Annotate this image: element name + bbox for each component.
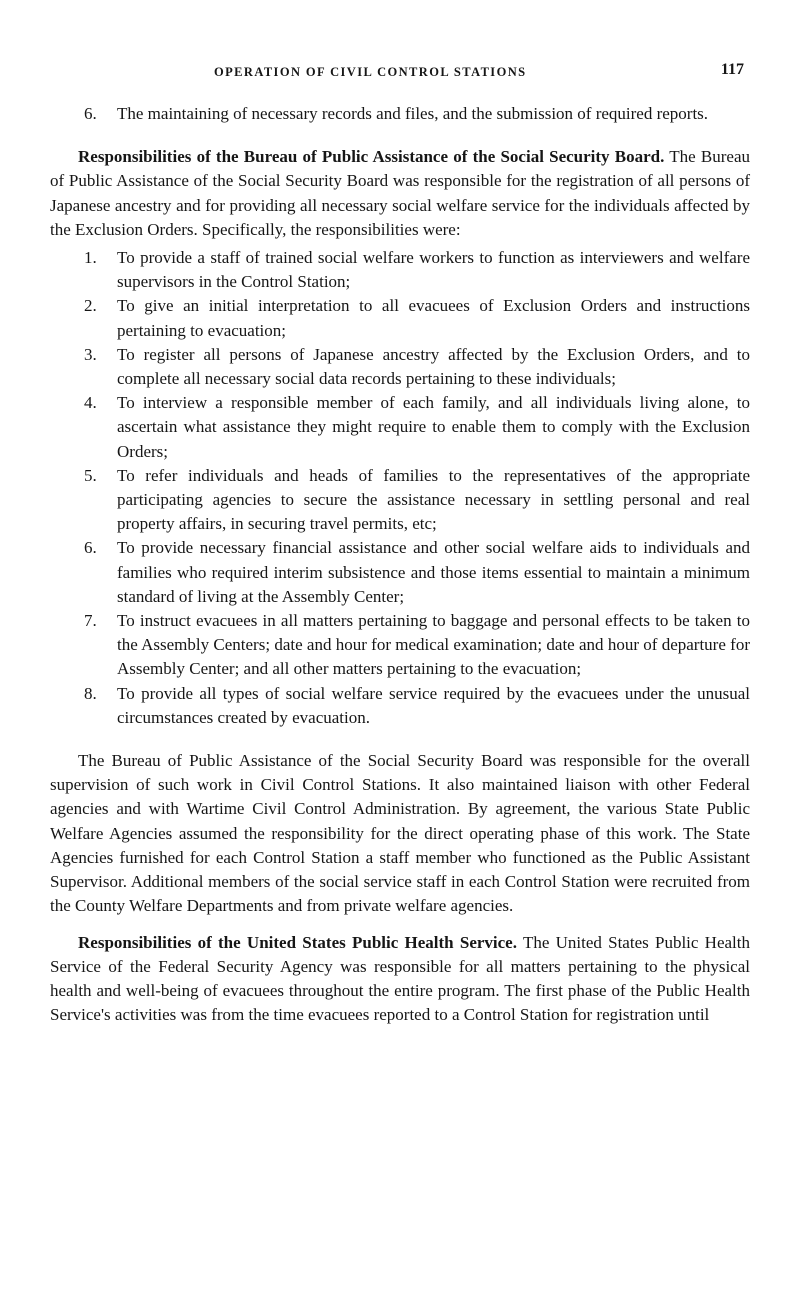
list-item [50, 294, 750, 342]
page-header [50, 58, 750, 84]
list-item-number: 5. [84, 465, 97, 485]
list-item-number: 8. [84, 683, 97, 703]
list-item-text: To refer individuals and heads of families to the representatives of the appropriate participating agencies to secure the assistance necessary in settling personal and real property affairs, in securing travel permits, etc; [117, 465, 750, 534]
list-item [50, 682, 750, 730]
list-item [50, 246, 750, 294]
paragraph-text: The United States Public Health Service of the Federal Security Agency was responsible for all matters pertaining to the physical health and well-being of evacuees throughout the entire program. The first phase of the Public Health Service's activities was from the time evacuees reported to a Control Station for registration until [50, 932, 750, 1025]
list-item [50, 391, 750, 464]
list-item-text: To provide necessary financial assistance and other social welfare aids to individuals and families who required interim subsistence and those items essential to maintain a minimum standard of living at the Assembly Center; [117, 538, 750, 606]
list-item-text: To provide all types of social welfare service required by the evacuees under the unusual circumstances created by evacuation. [117, 683, 750, 727]
section-heading: Responsibilities of the Bureau of Public Assistance of the Social Security Board. [78, 147, 665, 167]
list-item-text: To register all persons of Japanese ancestry affected by the Exclusion Orders, and to complete all necessary social data records pertaining to these individuals; [117, 344, 750, 389]
section-heading: Responsibilities of the United States Public Health Service. [78, 932, 517, 952]
list-item-number: 2. [84, 296, 97, 316]
list-item-number: 1. [84, 248, 97, 268]
list-item [50, 464, 750, 537]
paragraph: The Bureau of Public Assistance of the Social Security Board was responsible for the overall supervision of such work in Civil Control Stations. It also maintained liaison with other Federal agencies and with Wartime Civil Control Administration. By agreement, the various State Public Welfare Agencies assumed the responsibility for the direct operating phase of this work. The State Agencies furnished for each Control Station a staff member who functioned as the Public Assistant Supervisor. Additional members of the social service staff in each Control Station were recruited from the County Welfare Departments and from private welfare agencies. [50, 751, 750, 916]
list-item-text: To instruct evacuees in all matters pertaining to baggage and personal effects to be taken to the Assembly Centers; date and hour for medical examination; date and hour of departure for Assembly Center; and all other matters pertaining to the evacuation; [117, 611, 750, 679]
list-item-number: 6. [84, 104, 97, 123]
section-usphs [50, 931, 750, 1028]
section-bpa-intro [50, 145, 750, 242]
page-number: 117 [720, 61, 744, 78]
book-page [50, 58, 750, 1027]
responsibilities-list [50, 246, 750, 730]
list-item-text: To give an initial interpretation to all evacuees of Exclusion Orders and instructions pertaining to evacuation; [117, 296, 750, 340]
list-item [50, 609, 750, 682]
list-item-number: 3. [84, 344, 97, 364]
list-item-number: 6. [84, 538, 97, 558]
list-item-text: To interview a responsible member of each family, and all individuals living alone, to ascertain what assistance they might require to enable them to comply with the Exclusion Orders; [117, 393, 750, 461]
list-item [50, 343, 750, 391]
list-item-number: 4. [84, 393, 97, 413]
running-title: OPERATION OF CIVIL CONTROL STATIONS [214, 65, 527, 79]
list-item [50, 536, 750, 609]
list-item-number: 7. [84, 611, 97, 631]
list-item-text: To provide a staff of trained social welfare workers to function as interviewers and welfare supervisors in the Control Station; [117, 248, 750, 292]
list-item-text: The maintaining of necessary records and files, and the submission of required reports. [117, 104, 709, 123]
paragraph-text: The Bureau of Public Assistance of the Social Security Board was responsible for the registration of all persons of Japanese ancestry and for providing all necessary social welfare service for the individuals affected by the Exclusion Orders. Specifically, the responsibilities were: [50, 147, 750, 239]
list-item [50, 102, 750, 126]
